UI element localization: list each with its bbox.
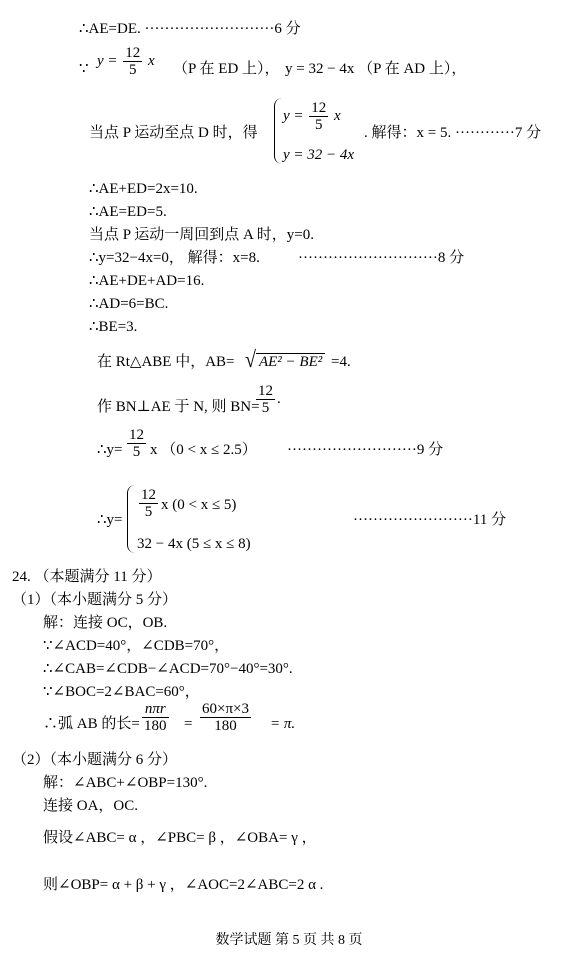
text-line: ∵ xyxy=(79,61,89,77)
text-line: 假设∠ABC= α ，∠PBC= β ，∠OBA= γ ， xyxy=(43,830,317,846)
text-line: x (0 < x ≤ 5) xyxy=(161,497,237,513)
fraction-expression xyxy=(140,701,171,734)
text-line: ∴y= xyxy=(97,442,123,458)
question-heading: 24. （本题满分 11 分） xyxy=(12,569,162,585)
text-line: 连接 OA，OC. xyxy=(43,798,139,814)
fraction xyxy=(142,701,169,734)
sqrt-sign: √ xyxy=(245,347,256,373)
fraction-expression: $\frac{12}{5}$ . xyxy=(258,383,281,416)
numerator: 12 xyxy=(141,487,156,503)
system-row xyxy=(283,100,341,133)
text-line: y = 32 − 4x （P 在 AD 上）， xyxy=(285,61,467,77)
text-line: =4. xyxy=(331,354,351,370)
denominator: 5 xyxy=(129,62,137,78)
denominator: 180 xyxy=(214,718,237,734)
system-row: y = 32 − 4x xyxy=(283,147,355,163)
text-line: ∵∠BOC=2∠BAC=60°， xyxy=(43,684,200,700)
text-line: ∴y= xyxy=(97,512,123,528)
text-line: ····························8 分 xyxy=(298,250,465,266)
text-line: = π. xyxy=(270,716,296,732)
numerator: 12 xyxy=(125,45,141,61)
text-line: ∴BE=3. xyxy=(89,319,138,335)
fraction-expression xyxy=(137,487,160,520)
text-line: ∴AD=6=BC. xyxy=(89,296,169,312)
text-line: ··························9 分 xyxy=(287,442,444,458)
fraction xyxy=(139,487,158,520)
subquestion-heading: （2）（本小题满分 6 分） xyxy=(12,752,178,768)
text-line: （P 在 ED 上）， xyxy=(173,61,280,77)
text-line: ························11 分 xyxy=(353,512,507,528)
text-line: = xyxy=(184,716,193,732)
denominator: 5 xyxy=(132,444,141,460)
denominator: 5 xyxy=(144,504,153,520)
numerator: nπr xyxy=(142,701,169,718)
text-line: ∴∠CAB=∠CDB−∠ACD=70°−40°=30°. xyxy=(43,661,293,677)
fraction xyxy=(127,427,146,460)
subquestion-heading: （1）（本小题满分 5 分） xyxy=(12,592,178,608)
text-line: 解：连接 OC，OB. xyxy=(43,615,168,631)
fraction-expression xyxy=(198,701,253,734)
text-line: x （0 < x ≤ 2.5） xyxy=(150,442,257,458)
sqrt-expression xyxy=(245,347,325,373)
system-brace xyxy=(274,98,283,164)
text-line: 作 BN⊥AE 于 N, 则 BN= xyxy=(97,399,260,415)
numerator: 12 xyxy=(311,100,327,116)
text-line: 当点 P 运动一周回到点 A 时，y=0. xyxy=(89,227,315,243)
numerator: 12 xyxy=(129,427,144,443)
denominator: 5 xyxy=(315,117,323,133)
numerator: 60×π×3 xyxy=(202,701,249,717)
text-line: ∴y=32−4x=0， 解得：x=8. xyxy=(89,250,260,266)
page-footer: 数学试题 第 5 页 共 8 页 xyxy=(215,933,363,948)
fraction-expression xyxy=(97,45,155,78)
text-line: 则∠OBP= α + β + γ ，∠AOC=2∠ABC=2 α . xyxy=(43,877,324,893)
text-line: 解：∠ABC+∠OBP=130°. xyxy=(43,775,208,791)
text-line: ∵∠ACD=40°，∠CDB=70°， xyxy=(43,638,230,654)
text-line: ∴弧 AB 的长= xyxy=(43,716,140,732)
text-line: ∴AE+DE+AD=16. xyxy=(89,273,205,289)
denominator: 5 xyxy=(261,400,270,416)
fraction xyxy=(200,701,251,734)
text-line: 当点 P 运动至点 D 时，得 xyxy=(89,125,258,141)
text-line: 32 − 4x (5 ≤ x ≤ 8) xyxy=(137,536,251,552)
math-text: y = xyxy=(97,52,118,69)
text-line: ∴AE+ED=2x=10. xyxy=(89,181,198,197)
numerator: 12 xyxy=(258,383,273,399)
math-text: y = xyxy=(283,107,304,124)
text-line: 在 Rt△ABE 中，AB= xyxy=(97,354,235,370)
sqrt-body: AE² − BE² xyxy=(256,353,325,371)
math-text: x xyxy=(148,52,155,69)
fraction xyxy=(256,383,275,416)
piecewise-brace xyxy=(127,485,136,553)
text-line: ∴AE=ED=5. xyxy=(89,204,167,220)
fraction xyxy=(309,100,328,133)
fraction xyxy=(123,45,142,78)
denominator: 180 xyxy=(144,718,167,734)
text-line: ∴AE=DE. ··························6 分 xyxy=(79,21,301,37)
fraction-expression xyxy=(125,427,148,460)
math-text: x xyxy=(334,107,341,124)
text-line: . 解得：x = 5. ············7 分 xyxy=(364,125,542,141)
